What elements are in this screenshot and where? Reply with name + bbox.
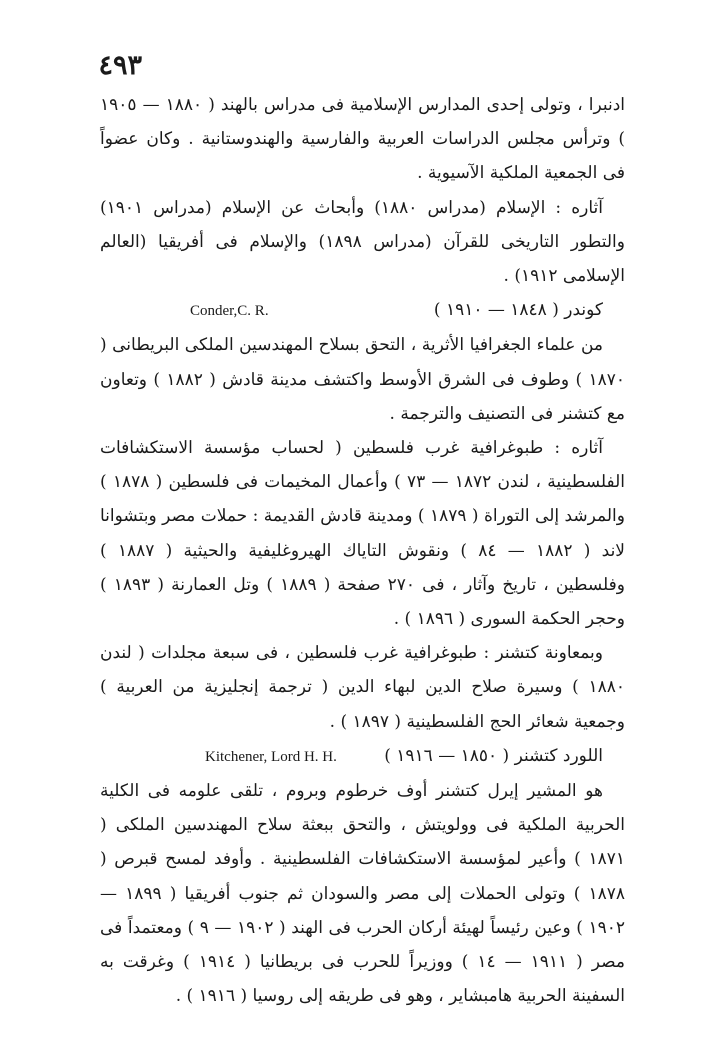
entry-heading-latin: Conder,C. R. bbox=[190, 303, 269, 320]
page-content bbox=[100, 88, 625, 1013]
entry-heading-kitchener bbox=[100, 739, 625, 774]
paragraph-conder-works: آثاره : طبوغرافية غرب فلسطين ( لحساب مؤسسة الاستكشافات الفلسطينية ، لندن ١٨٧٢ — ٧٣ ) وأعمال المخيمات فى فلسطين ( ١٨٧٨ ) والمرشد إلى التوراة ( ١٨٧٩ ) ومدينة قادش القديمة : حملات مصر وبتشوانا لاند ( ١٨٨٢ — ٨٤ ) ونقوش التاياك الهيروغليفية والحيثية ( ١٨٨٧ ) وفلسطين ، تاريخ وآثار ، فى ٢٧٠ صفحة ( ١٨٨٩ ) وتل العمارنة ( ١٨٩٣ ) وحجر الحكمة السورى ( ١٨٩٦ ) . bbox=[100, 438, 626, 630]
page-number: ٤٩٣ bbox=[98, 50, 142, 81]
entry-heading-conder bbox=[100, 293, 625, 328]
paragraph-conder-collab: وبمعاونة كتشنر : طبوغرافية غرب فلسطين ، فى سبعة مجلدات ( لندن ١٨٨٠ ) وسيرة صلاح الدين لبهاء الدين ( ترجمة إنجليزية من العربية ) وجمعية شعائر الحج الفلسطينية ( ١٨٩٧ ) . bbox=[100, 643, 625, 732]
entry-heading-arabic: كوندر ( ١٨٤٨ — ١٩١٠ ) bbox=[433, 300, 603, 321]
paragraph-conder-bio: من علماء الجغرافيا الأثرية ، التحق بسلاح المهندسين الملكى البريطانى ( ١٨٧٠ ) وطوف فى الشرق الأوسط واكتشف مدينة قادش ( ١٨٨٢ ) وتعاون مع كتشنر فى التصنيف والترجمة . bbox=[100, 335, 625, 424]
entry-heading-latin: Kitchener, Lord H. H. bbox=[205, 748, 337, 765]
paragraph-previous-works: آثاره : الإسلام (مدراس ١٨٨٠) وأبحاث عن الإسلام (مدراس ١٩٠١) والتطور التاريخى للقرآن (مدراس ١٨٩٨) والإسلام فى أفريقيا (العالم الإسلامى ١٩١٢) . bbox=[100, 197, 625, 287]
entry-heading-arabic: اللورد كتشنر ( ١٨٥٠ — ١٩١٦ ) bbox=[384, 745, 603, 766]
paragraph-kitchener-bio: هو المشير إيرل كتشنر أوف خرطوم وبروم ، تلقى علومه فى الكلية الحربية الملكية فى وولويتش ، والتحق ببعثة سلاح المهندسين الملكى ( ١٨٧١ ) وأعير لمؤسسة الاستكشافات الفلسطينية . وأوفد لمسح قبرص ( ١٨٧٨ ) وتولى الحملات إلى مصر والسودان ثم جنوب أفريقيا ( ١٨٩٩ — ١٩٠٢ ) وعين رئيساً لهيئة أركان الحرب فى الهند ( ١٩٠٢ — ٩ ) ومعتمداً فى مصر ( ١٩١١ — ١٤ ) ووزيراً للحرب فى بريطانيا ( ١٩١٤ ) وغرقت به السفينة الحربية هامبشاير ، وهو فى طريقه إلى روسيا ( ١٩١٦ ) . bbox=[100, 781, 626, 1007]
paragraph-previous-1: ادنبرا ، وتولى إحدى المدارس الإسلامية فى مدراس بالهند ( ١٨٨٠ — ١٩٠٥ ) وترأس مجلس الدراسات العربية والفارسية والهندوستانية . وكان عضواً فى الجمعية الملكية الآسيوية . bbox=[100, 95, 625, 184]
